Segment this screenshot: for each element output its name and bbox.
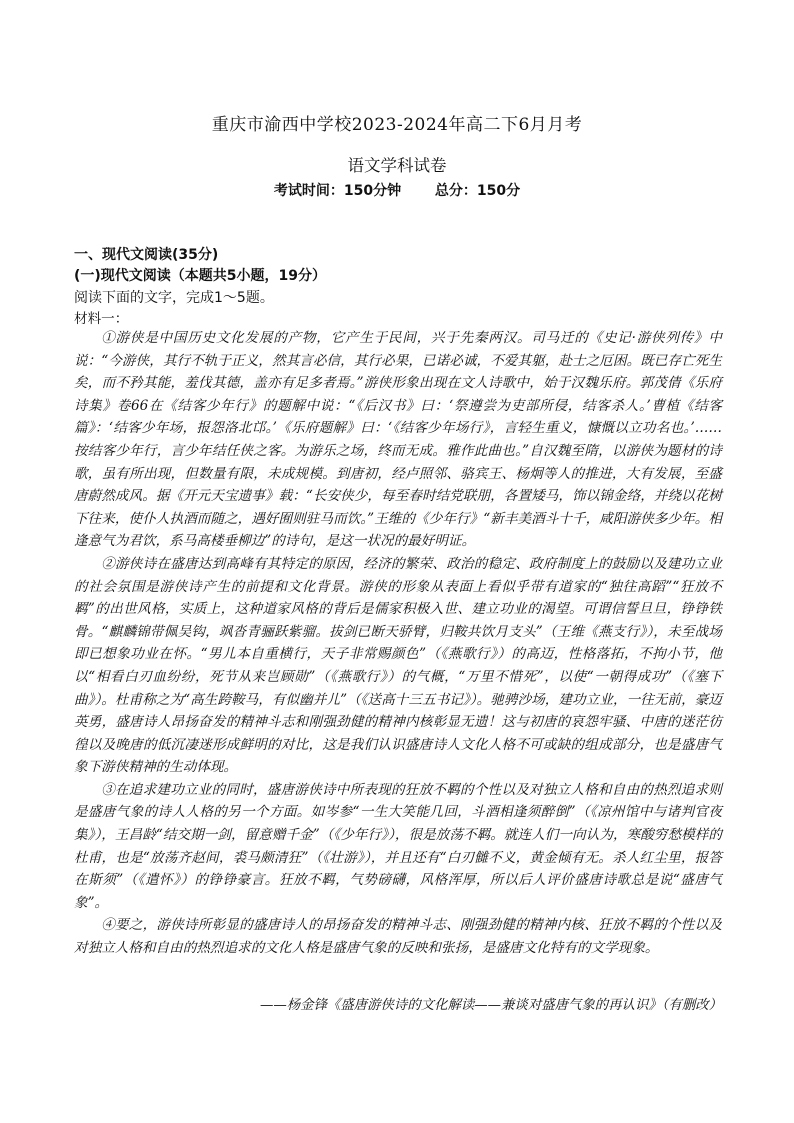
paragraph-2: ②游侠诗在盛唐达到高峰有其特定的原因，经济的繁荣、政治的稳定、政府制度上的鼓励以及建功立业的社会氛围是游侠诗产生的前提和文化背景。游侠的形象从表面上看似乎带有道家的“独往高蹈”“狂放不羁”的出世风格，实质上，这种道家风格的背后是儒家积极入世、建立功业的渴望。可谓信誓旦旦，铮铮铁骨。“麒麟锦带佩吴钩，飒沓青骊跃紫骝。拔剑已断天骄臂，归鞍共饮月支头”（王维《燕支行》），未至战场即已想象功业在怀。“男儿本自重横行，天子非常赐颜色”（《燕歌行》）的高迈，性格落拓，不拘小节，他以“相看白刃血纷纷，死节从来岂顾勋”（《燕歌行》）的气概，“万里不惜死”，以使“一朝得成功”（《塞下曲》）。杜甫称之为“高生跨鞍马，有似幽并儿”（《送高十三五书记》）。驰骋沙场，建功立业，一往无前，豪迈英勇，盛唐诗人昂扬奋发的精神斗志和刚强劲健的精神内核彰显无遗！这与初唐的哀怨牢骚、中唐的迷茫彷徨以及晚唐的低沉凄迷形成鲜明的对比，这是我们认识盛唐诗人文化人格不可或缺的组成部分，也是盛唐气象下游侠精神的生动体现。: [74, 555, 722, 776]
instruction: 阅读下面的文字，完成1～5题。: [74, 290, 274, 306]
paragraph-4: ④要之，游侠诗所彰显的盛唐诗人的昂扬奋发的精神斗志、刚强劲健的精神内核、狂放不羁的个性以及对独立人格和自由的热烈追求的文化人格是盛唐气象的反映和张扬，是盛唐文化特有的文学现象。: [74, 917, 722, 957]
section-subheading: (一)现代文阅读（本题共5小题，19分）: [74, 268, 327, 284]
page-subtitle: 语文学科试卷: [347, 156, 447, 175]
exam-info: [0, 180, 794, 200]
source-citation: ——杨金锋《盛唐游侠诗的文化解读——兼谈对盛唐气象的再认识》（有删改）: [260, 998, 722, 1013]
paragraph-3: ③在追求建功立业的同时，盛唐游侠诗中所表现的狂放不羁的个性以及对独立人格和自由的热烈追求则是盛唐气象的诗人人格的另一个方面。如岑参“一生大笑能几回，斗酒相逢须醉倒”（《凉州馆中与诸判官夜集》），王昌龄“结交期一剑，留意赠千金”（《少年行》），很是放荡不羁。就连人们一向认为，寒酸穷愁模样的杜甫，也是“放荡齐赵间，裘马颇清狂”（《壮游》），并且还有“白刃雠不义，黄金倾有无。杀人红尘里，报答在斯须”（《遣怀》）的铮铮豪言。狂放不羁，气势磅礴，风格浑厚，所以后人评价盛唐诗歌总是说“盛唐气象”。: [74, 781, 722, 911]
material-label: 材料一：: [74, 311, 129, 327]
exam-time: 考试时间：150分钟: [273, 183, 402, 199]
total-score: 总分：150分: [434, 183, 521, 199]
passage: [74, 327, 722, 960]
page-title: 重庆市渝西中学校2023-2024年高二下6月月考: [211, 115, 583, 135]
section-heading: 一、现代文阅读(35分): [74, 247, 219, 263]
paragraph-1: ①游侠是中国历史文化发展的产物，它产生于民间，兴于先秦两汉。司马迁的《史记·游侠列传》中说：“今游侠，其行不轨于正义，然其言必信，其行必果，已诺必诚，不爱其躯，赴士之厄困。既已存亡死生矣，而不矜其能，羞伐其德，盖亦有足多者焉。”游侠形象出现在文人诗歌中，始于汉魏乐府。郭茂倩《乐府诗集》卷66在《结客少年行》的题解中说：“《后汉书》曰：‘祭遵尝为吏部所侵，结客杀人。’曹植《结客篇》：‘结客少年场，报怨洛北邙。’《乐府题解》曰：‘《结客少年场行》，言轻生重义，慷慨以立功名也。’……按结客少年行，言少年结任侠之客。为游乐之场，终而无成。雅作此曲也。”自汉魏至隋，以游侠为题材的诗歌，虽有所出现，但数量有限，未成规模。到唐初，经卢照邻、骆宾王、杨炯等人的推进，大有发展，至盛唐蔚然成风。据《开元天宝遗事》载：“长安侠少，每至春时结党联朋，各置矮马，饰以锦金络，并绕以花树下往来，使仆人执酒而随之，遇好囿则驻马而饮。”王维的《少年行》“新丰美酒斗十千，咸阳游侠多少年。相逢意气为君饮，系马高楼垂柳边”的诗句，是这一状况的最好明证。: [74, 330, 722, 550]
